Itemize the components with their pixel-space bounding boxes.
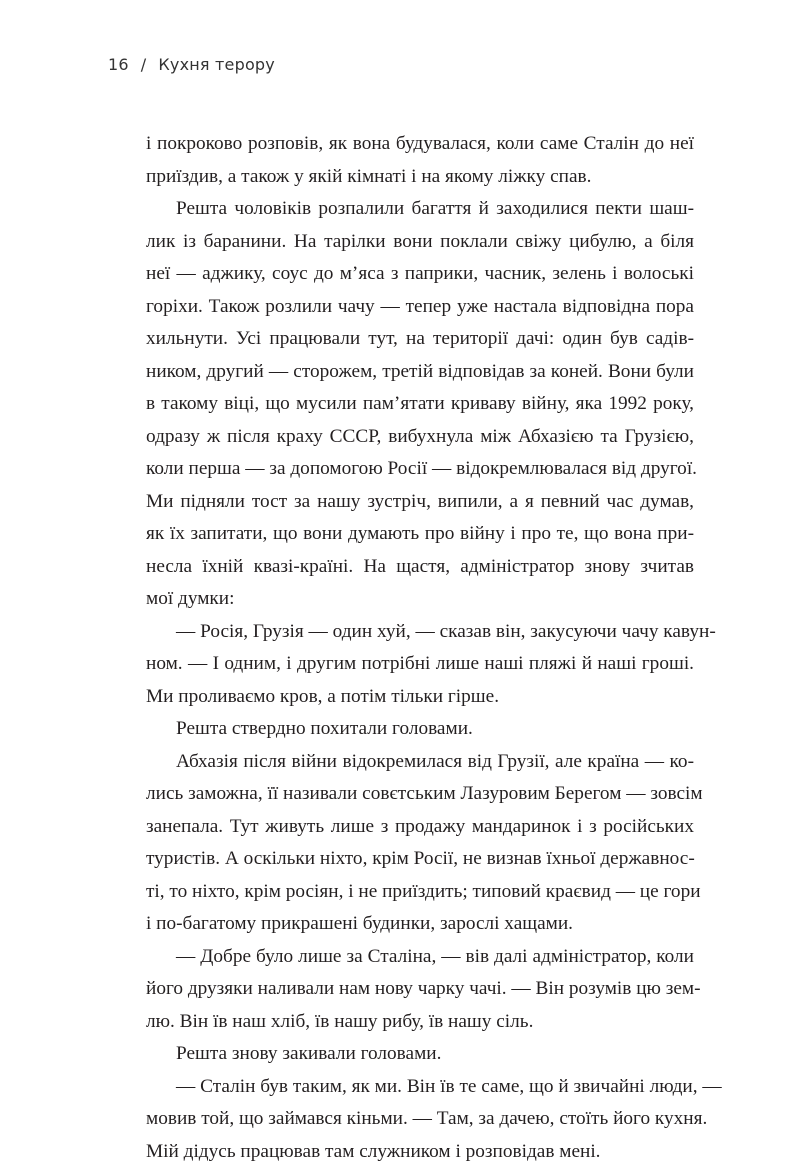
text-line: Абхазія після війни відокремилася від Грузії, але країна — ко-	[146, 746, 694, 779]
text-line: його друзяки наливали нам нову чарку чачі. — Він розумів цю зем-	[146, 973, 694, 1006]
text-line: лю. Він їв наш хліб, їв нашу рибу, їв нашу сіль.	[146, 1006, 694, 1039]
text-line: хильнути. Усі працювали тут, на території дачі: один був садів-	[146, 323, 694, 356]
text-line: ті, то ніхто, крім росіян, і не приїздить; типовий краєвид — це гори	[146, 876, 694, 909]
text-line: і покроково розповів, як вона будувалася, коли саме Сталін до неї	[146, 128, 694, 161]
text-line: приїздив, а також у якій кімнаті і на якому ліжку спав.	[146, 161, 694, 194]
text-line: мовив той, що займався кіньми. — Там, за дачею, стоїть його кухня.	[146, 1103, 694, 1136]
running-header	[108, 55, 275, 74]
book-title: Кухня терору	[158, 55, 275, 74]
text-line: — Добре було лише за Сталіна, — вів далі адміністратор, коли	[146, 941, 694, 974]
text-line: Решта знову закивали головами.	[146, 1038, 694, 1071]
page-number: 16	[108, 55, 129, 74]
header-separator: /	[141, 55, 147, 74]
text-line: Ми проливаємо кров, а потім тільки гірше.	[146, 681, 694, 714]
text-line: ном. — І одним, і другим потрібні лише наші пляжі й наші гроші.	[146, 648, 694, 681]
text-line: лик із баранини. На тарілки вони поклали свіжу цибулю, а біля	[146, 226, 694, 259]
text-line: туристів. А оскільки ніхто, крім Росії, не визнав їхньої державнос-	[146, 843, 694, 876]
text-line: занепала. Тут живуть лише з продажу мандаринок і з російських	[146, 811, 694, 844]
text-line: в такому віці, що мусили пам’ятати криваву війну, яка 1992 року,	[146, 388, 694, 421]
text-line: мої думки:	[146, 583, 694, 616]
text-line: ником, другий — сторожем, третій відповідав за коней. Вони були	[146, 356, 694, 389]
text-line: горіхи. Також розлили чачу — тепер уже настала відповідна пора	[146, 291, 694, 324]
text-line: Решта чоловіків розпалили багаття й заходилися пекти шаш-	[146, 193, 694, 226]
text-line: коли перша — за допомогою Росії — відокремлювалася від другої.	[146, 453, 694, 486]
text-line: як їх запитати, що вони думають про війну і про те, що вона при-	[146, 518, 694, 551]
body-text	[146, 128, 694, 1168]
text-line: неї — аджику, соус до м’яса з паприки, часник, зелень і волоські	[146, 258, 694, 291]
text-line: несла їхній квазі-країні. На щастя, адміністратор знову зчитав	[146, 551, 694, 584]
text-line: лись заможна, її називали совєтським Лазуровим Берегом — зовсім	[146, 778, 694, 811]
text-line: і по-багатому прикрашені будинки, зарослі хащами.	[146, 908, 694, 941]
text-line: Решта ствердно похитали головами.	[146, 713, 694, 746]
text-line: Мій дідусь працював там служником і розповідав мені.	[146, 1136, 694, 1168]
text-line: одразу ж після краху СССР, вибухнула між Абхазією та Грузією,	[146, 421, 694, 454]
text-line: Ми підняли тост за нашу зустріч, випили, а я певний час думав,	[146, 486, 694, 519]
text-line: — Росія, Грузія — один хуй, — сказав він, закусуючи чачу кавун-	[146, 616, 694, 649]
text-line: — Сталін був таким, як ми. Він їв те саме, що й звичайні люди, —	[146, 1071, 694, 1104]
